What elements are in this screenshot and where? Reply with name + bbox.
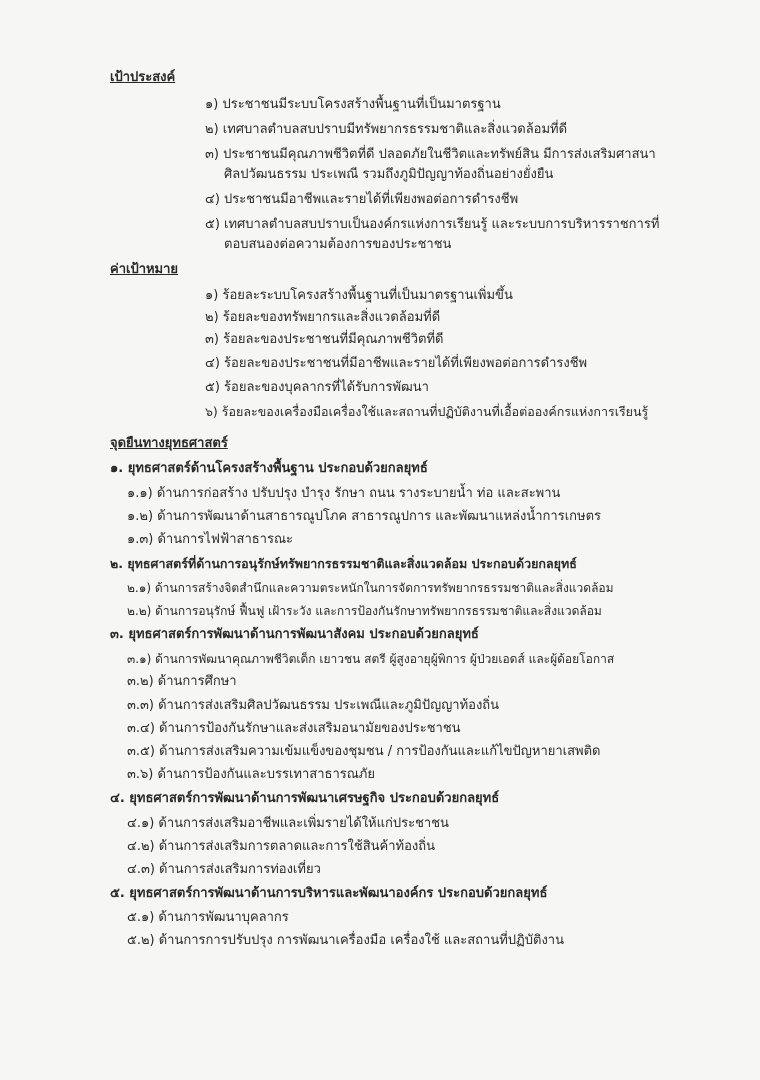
purpose-item: ๕) เทศบาลตำบลสบปราบเป็นองค์กรแห่งการเรียนรู้ และระบบการบริหารราชการที่ (205, 217, 660, 232)
strategy-title: ๑. ยุทธศาสตร์ด้านโครงสร้างพื้นฐาน ประกอบด้วยกลยุทธ์ (110, 461, 428, 476)
target-item: ๑) ร้อยละระบบโครงสร้างพื้นฐานที่เป็นมาตรฐานเพิ่มขึ้น (205, 288, 513, 303)
tactic-item: ๔.๒) ด้านการส่งเสริมการตลาดและการใช้สินค้าท้องถิ่น (127, 839, 435, 854)
target-item: ๖) ร้อยละของเครื่องมือเครื่องใช้และสถานที่ปฏิบัติงานที่เอื้อต่อองค์กรแห่งการเรียนรู้ (205, 404, 649, 419)
tactic-item: ๑.๑) ด้านการก่อสร้าง ปรับปรุง บำรุง รักษา ถนน รางระบายน้ำ ท่อ และสะพาน (127, 486, 561, 501)
targets-heading: ค่าเป้าหมาย (110, 262, 179, 277)
tactic-item: ๓.๕) ด้านการส่งเสริมความเข้มแข็งของชุมชน / การป้องกันและแก้ไขปัญหายาเสพติด (127, 744, 601, 759)
target-item: ๔) ร้อยละของประชาชนที่มีอาชีพและรายได้ที่เพียงพอต่อการดำรงชีพ (205, 356, 588, 371)
tactic-item: ๒.๑) ด้านการสร้างจิตสำนึกและความตระหนักในการจัดการทรัพยากรธรรมชาติและสิ่งแวดล้อม (127, 581, 614, 595)
tactic-item: ๕.๒) ด้านการการปรับปรุง การพัฒนาเครื่องมือ เครื่องใช้ และสถานที่ปฏิบัติงาน (127, 933, 564, 948)
tactic-item: ๔.๓) ด้านการส่งเสริมการท่องเที่ยว (127, 862, 321, 877)
strategy-title: ๓. ยุทธศาสตร์การพัฒนาด้านการพัฒนาสังคม ประกอบด้วยกลยุทธ์ (110, 627, 479, 642)
tactic-item: ๕.๑) ด้านการพัฒนาบุคลากร (127, 910, 289, 925)
purpose-item: ๑) ประชาชนมีระบบโครงสร้างพื้นฐานที่เป็นมาตรฐาน (205, 97, 501, 112)
strategy-title: ๒. ยุทธศาสตร์ที่ด้านการอนุรักษ์ทรัพยากรธรรมชาติและสิ่งแวดล้อม ประกอบด้วยกลยุทธ์ (110, 556, 577, 571)
purpose-item: ๔) ประชาชนมีอาชีพและรายได้ที่เพียงพอต่อการดำรงชีพ (205, 192, 519, 207)
purpose-item: ๒) เทศบาลตำบลสบปราบมีทรัพยากรธรรมชาติและสิ่งแวดล้อมที่ดี (205, 122, 568, 137)
tactic-item: ๓.๒) ด้านการศึกษา (127, 674, 237, 689)
target-item: ๒) ร้อยละของทรัพยากรและสิ่งแวดล้อมที่ดี (205, 310, 441, 325)
tactic-item: ๓.๓) ด้านการส่งเสริมศิลปวัฒนธรรม ประเพณีและภูมิปัญญาท้องถิ่น (127, 698, 500, 713)
tactic-item: ๓.๑) ด้านการพัฒนาคุณภาพชีวิตเด็ก เยาวชน สตรี ผู้สูงอายุผู้พิการ ผู้ป่วยเอดส์ และผู้ด้อยโอกาส (127, 652, 615, 666)
target-item: ๓) ร้อยละของประชาชนที่มีคุณภาพชีวิตที่ดี (205, 332, 444, 347)
tactic-item: ๔.๑) ด้านการส่งเสริมอาชีพและเพิ่มรายได้ให้แก่ประชาชน (127, 816, 449, 831)
tactic-item: ๓.๖) ด้านการป้องกันและบรรเทาสาธารณภัย (127, 767, 375, 782)
tactic-item: ๑.๓) ด้านการไฟฟ้าสาธารณะ (127, 532, 293, 547)
tactic-item: ๑.๒) ด้านการพัฒนาด้านสาธารณูปโภค สาธารณูปการ และพัฒนาแหล่งน้ำการเกษตร (127, 509, 601, 524)
purpose-item: ๓) ประชาชนมีคุณภาพชีวิตที่ดี ปลอดภัยในชีวิตและทรัพย์สิน มีการส่งเสริมศาสนา (205, 147, 656, 162)
strategy-title: ๔. ยุทธศาสตร์การพัฒนาด้านการพัฒนาเศรษฐกิจ ประกอบด้วยกลยุทธ์ (110, 791, 500, 806)
purpose-item-continued: ศิลปวัฒนธรรม ประเพณี รวมถึงภูมิปัญญาท้องถิ่นอย่างยั่งยืน (224, 167, 554, 182)
purpose-item-continued: ตอบสนองต่อความต้องการของประชาชน (224, 237, 452, 252)
strategy-title: ๕. ยุทธศาสตร์การพัฒนาด้านการบริหารและพัฒนาองค์กร ประกอบด้วยกลยุทธ์ (110, 886, 548, 901)
tactic-item: ๒.๒) ด้านการอนุรักษ์ ฟื้นฟู เฝ้าระวัง และการป้องกันรักษาทรัพยากรธรรมชาติและสิ่งแวดล้อม (127, 604, 602, 618)
strategic-heading: จุดยืนทางยุทธศาสตร์ (110, 436, 228, 451)
target-item: ๕) ร้อยละของบุคลากรที่ได้รับการพัฒนา (205, 380, 429, 395)
purpose-heading: เป้าประสงค์ (110, 70, 176, 85)
tactic-item: ๓.๔) ด้านการป้องกันรักษาและส่งเสริมอนามัยของประชาชน (127, 721, 461, 736)
